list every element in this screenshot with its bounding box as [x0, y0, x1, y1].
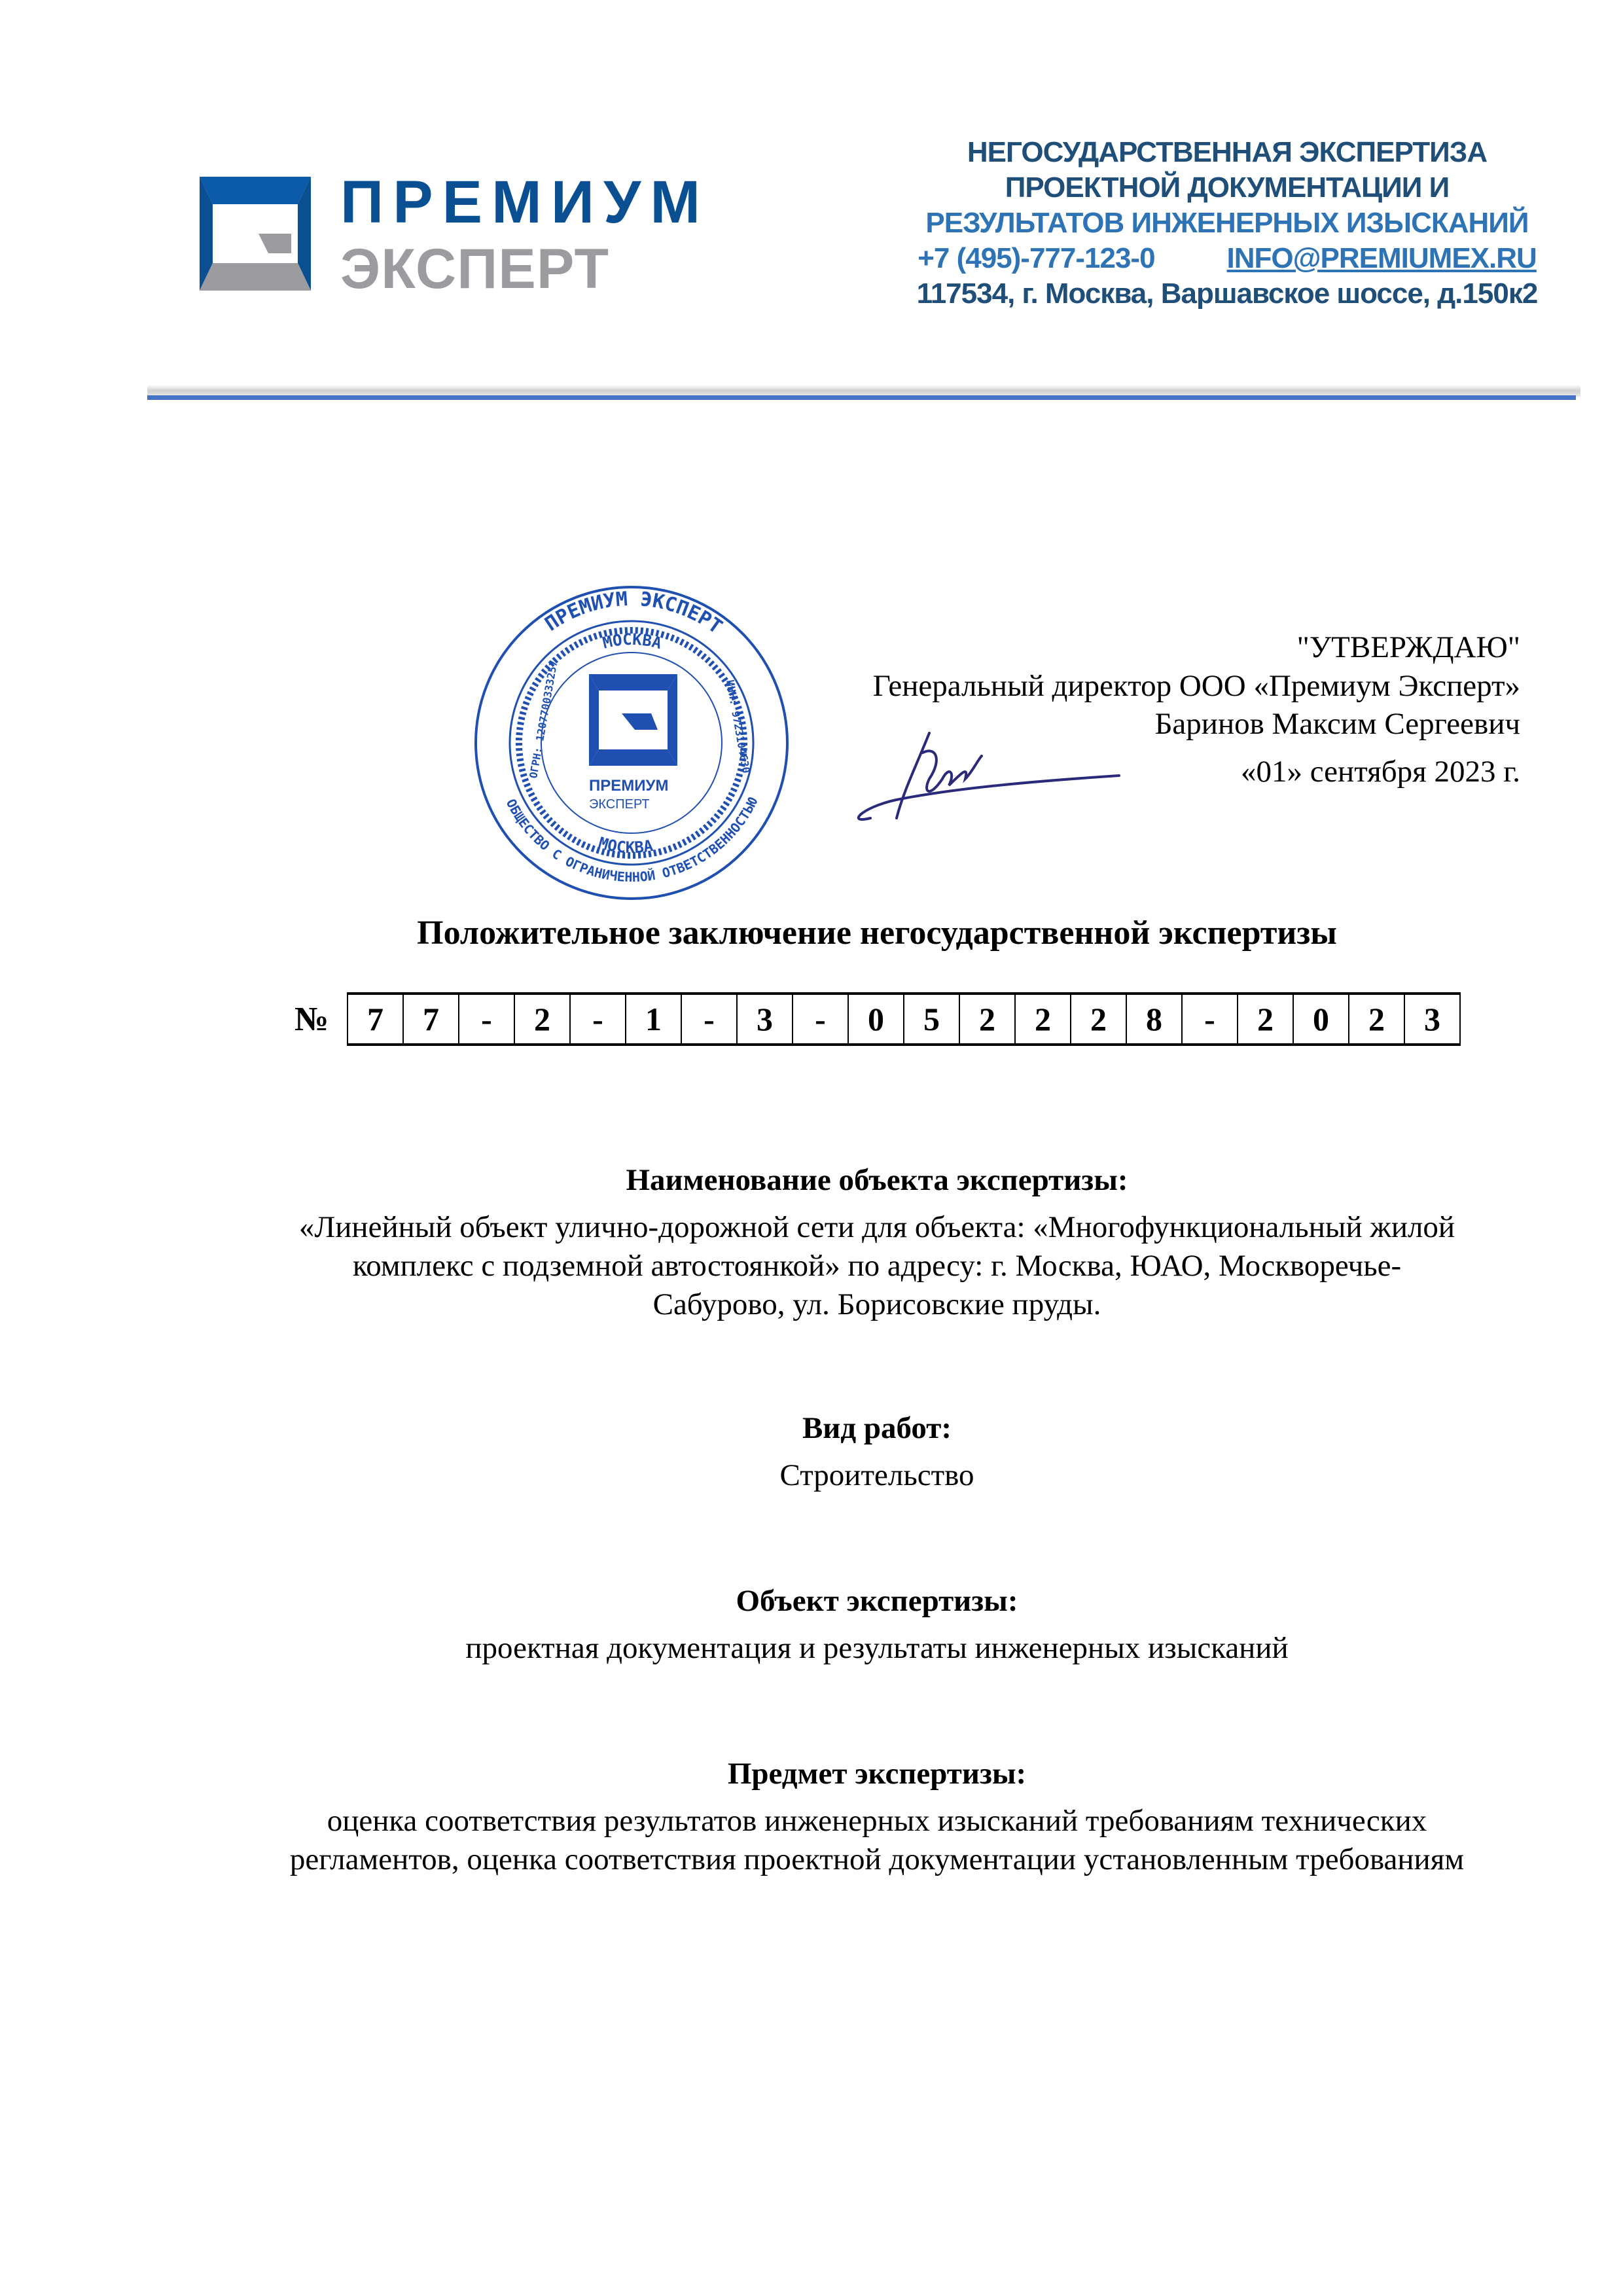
number-cell: - — [571, 995, 626, 1043]
stamp-ogrn: ОГРН: 1207700333257 — [527, 659, 560, 780]
number-cell: - — [459, 995, 515, 1043]
approve-name: Баринов Максим Сергеевич — [1154, 707, 1520, 741]
number-cell: 2 — [1071, 995, 1127, 1043]
company-logo — [200, 171, 710, 296]
company-stamp — [471, 583, 792, 903]
number-cell: - — [793, 995, 849, 1043]
stamp-logo-line2: ЭКСПЕРТ — [589, 797, 650, 812]
stamp-logo-line1: ПРЕМИУМ — [589, 777, 669, 795]
number-cell: 1 — [626, 995, 682, 1043]
section-line: Строительство — [779, 1458, 974, 1492]
number-cell: - — [682, 995, 738, 1043]
number-cell: - — [1183, 995, 1238, 1043]
phone-number[interactable]: +7 (495)-777-123-0 — [918, 242, 1155, 274]
stamp-outer-top: ПРЕМИУМ ЭКСПЕРТ — [541, 587, 726, 639]
stamp-logo-icon — [589, 674, 677, 766]
number-cell: 7 — [404, 995, 459, 1043]
stamp-inner-bottom: МОСКВА — [596, 833, 654, 857]
number-cell: 7 — [348, 995, 404, 1043]
number-cell: 2 — [1349, 995, 1405, 1043]
number-cell: 8 — [1127, 995, 1183, 1043]
logo-mark-icon — [200, 177, 311, 291]
approve-position: Генеральный директор ООО «Премиум Эксперт» — [872, 669, 1520, 703]
section-heading: Объект экспертизы: — [736, 1584, 1018, 1618]
number-cell: 2 — [1016, 995, 1071, 1043]
email-link[interactable]: INFO@PREMIUMEX.RU — [1226, 242, 1537, 274]
stamp-inner-top: МОСКВА — [601, 630, 664, 653]
approve-date: «01» сентября 2023 г. — [1241, 755, 1520, 789]
stamp-outer-bottom: ОБЩЕСТВО С ОГРАНИЧЕННОЙ ОТВЕТСТВЕННОСТЬЮ — [503, 795, 761, 886]
logo-line1: ПРЕМИУМ — [340, 171, 700, 236]
section-line: «Линейный объект улично-дорожной сети для объекта: «Многофункциональный жилой — [298, 1210, 1455, 1244]
section-line: проектная документация и результаты инженерных изысканий — [465, 1631, 1289, 1665]
section-heading: Вид работ: — [802, 1411, 952, 1445]
number-cell: 0 — [849, 995, 904, 1043]
number-cell: 3 — [738, 995, 793, 1043]
stamp-inn: ИНН: 9723104630 — [724, 679, 753, 774]
number-cells — [347, 992, 1461, 1046]
number-cell: 2 — [1238, 995, 1294, 1043]
section-line: Сабурово, ул. Борисовские пруды. — [652, 1287, 1101, 1321]
section-line: комплекс с подземной автостоянкой» по адресу: г. Москва, ЮАО, Москворечье- — [352, 1249, 1402, 1283]
section-heading: Предмет экспертизы: — [727, 1757, 1027, 1791]
header-line-2: ПРОЕКТНОЙ ДОКУМЕНТАЦИИ И — [1005, 171, 1450, 204]
number-sign: № — [294, 1000, 329, 1038]
section-line: регламентов, оценка соответствия проектной документации установленным требованиям — [289, 1842, 1465, 1876]
number-cell: 0 — [1294, 995, 1349, 1043]
conclusion-number — [294, 992, 1461, 1046]
section-expertise-object — [196, 1582, 1558, 1668]
number-cell: 5 — [904, 995, 960, 1043]
approve-heading: "УТВЕРЖДАЮ" — [1296, 630, 1520, 664]
number-cell: 2 — [515, 995, 571, 1043]
header-contacts — [851, 242, 1603, 275]
svg-text:МОСКВА — [596, 834, 654, 857]
section-expertise-subject — [196, 1755, 1558, 1879]
document-title: Положительное заключение негосударственной экспертизы — [417, 914, 1337, 952]
logo-line2: ЭКСПЕРТ — [340, 238, 609, 296]
section-work-type — [196, 1409, 1558, 1495]
section-heading: Наименование объекта экспертизы: — [626, 1163, 1128, 1197]
section-line: оценка соответствия результатов инженерных изысканий требованиям технических — [327, 1804, 1427, 1838]
header-rule — [147, 395, 1576, 400]
header-line-3: РЕЗУЛЬТАТОВ ИНЖЕНЕРНЫХ ИЗЫСКАНИЙ — [925, 207, 1529, 239]
section-object-name — [196, 1161, 1558, 1324]
number-cell: 2 — [960, 995, 1016, 1043]
number-cell: 3 — [1405, 995, 1461, 1043]
header-address: 117534, г. Москва, Варшавское шоссе, д.150к2 — [916, 278, 1538, 310]
svg-text:МОСКВА — [601, 630, 664, 653]
header-line-1: НЕГОСУДАРСТВЕННАЯ ЭКСПЕРТИЗА — [967, 136, 1488, 168]
signature-icon — [851, 726, 1126, 825]
